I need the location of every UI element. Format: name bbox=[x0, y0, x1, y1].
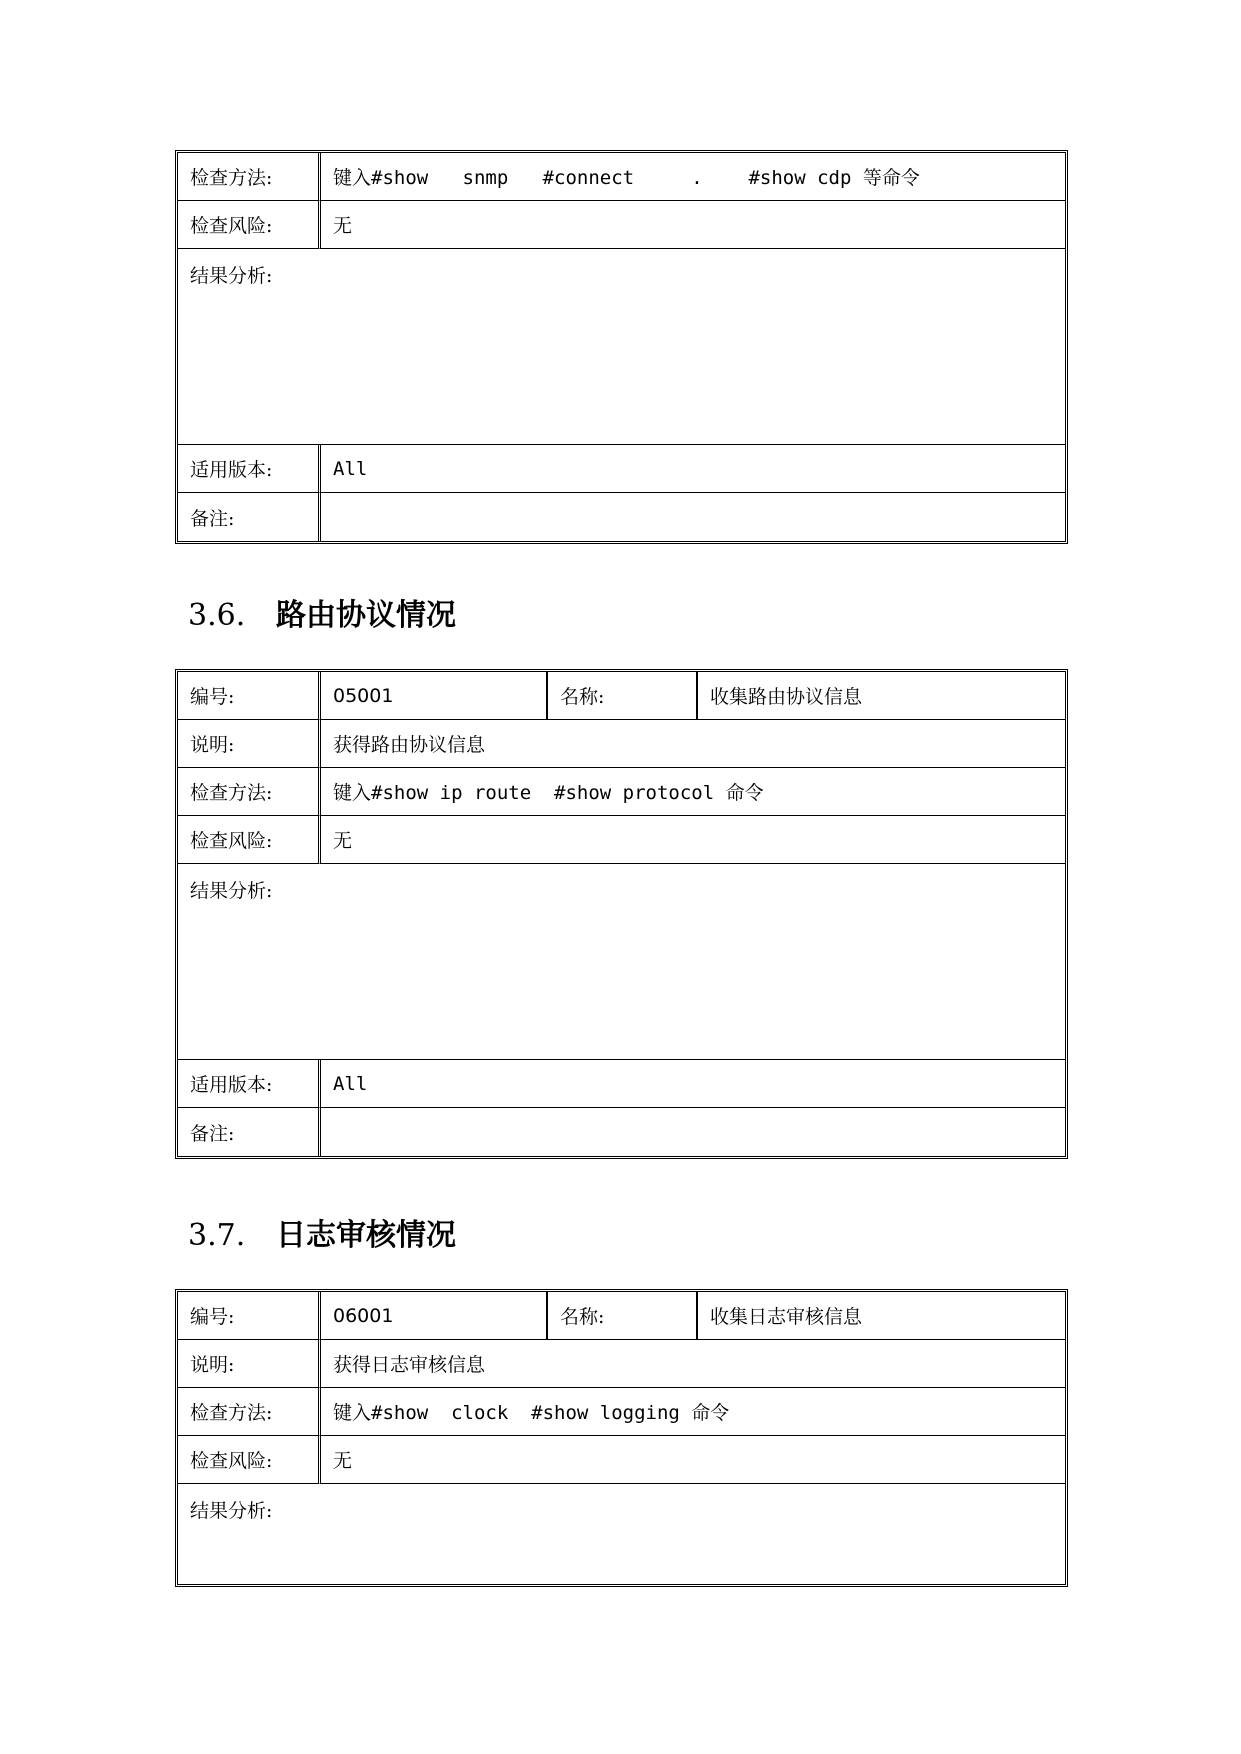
section-heading-3-7 bbox=[188, 1210, 456, 1254]
analysis-label: 结果分析: bbox=[190, 1500, 273, 1522]
risk-value: 无 bbox=[321, 1436, 1065, 1484]
analysis-label: 结果分析: bbox=[178, 249, 1065, 445]
table-row bbox=[178, 1292, 1065, 1340]
note-value bbox=[321, 493, 1065, 541]
name-value: 收集路由协议信息 bbox=[698, 672, 1065, 720]
name-value: 收集日志审核信息 bbox=[698, 1292, 1065, 1340]
section-title: 路由协议情况 bbox=[276, 598, 456, 633]
name-label: 名称: bbox=[548, 672, 698, 720]
table-row bbox=[178, 864, 1065, 1060]
method-value: 键入#show clock #show logging 命令 bbox=[321, 1388, 1065, 1436]
method-label: 检查方法: bbox=[178, 1388, 321, 1436]
version-label: 适用版本: bbox=[178, 1060, 321, 1108]
version-label: 适用版本: bbox=[178, 445, 321, 493]
analysis-label: 结果分析: bbox=[178, 864, 1065, 1060]
table-row bbox=[178, 816, 1065, 864]
section-heading-3-6 bbox=[188, 590, 456, 634]
risk-value: 无 bbox=[321, 201, 1065, 249]
id-label: 编号: bbox=[178, 672, 321, 720]
risk-value: 无 bbox=[321, 816, 1065, 864]
table-row bbox=[178, 768, 1065, 816]
table-row bbox=[178, 1108, 1065, 1156]
check-table-3 bbox=[175, 1289, 1068, 1587]
method-label: 检查方法: bbox=[178, 768, 321, 816]
table-row bbox=[178, 720, 1065, 768]
method-label: 检查方法: bbox=[178, 153, 321, 201]
desc-label: 说明: bbox=[178, 1340, 321, 1388]
table-row bbox=[178, 1484, 1065, 1584]
desc-value: 获得日志审核信息 bbox=[321, 1340, 1065, 1388]
table-row bbox=[178, 201, 1065, 249]
check-table-1 bbox=[175, 150, 1068, 544]
risk-label: 检查风险: bbox=[178, 816, 321, 864]
table-row bbox=[178, 153, 1065, 201]
note-label: 备注: bbox=[178, 493, 321, 541]
section-title: 日志审核情况 bbox=[276, 1218, 456, 1253]
risk-label: 检查风险: bbox=[178, 201, 321, 249]
section-number: 3.7. bbox=[188, 1218, 246, 1253]
desc-value: 获得路由协议信息 bbox=[321, 720, 1065, 768]
table-row bbox=[178, 672, 1065, 720]
id-label: 编号: bbox=[178, 1292, 321, 1340]
method-value: 键入#show snmp #connect . #show cdp 等命令 bbox=[321, 153, 1065, 201]
note-value bbox=[321, 1108, 1065, 1156]
table-row bbox=[178, 249, 1065, 445]
section-number: 3.6. bbox=[188, 598, 246, 633]
risk-label: 检查风险: bbox=[178, 1436, 321, 1484]
table-row bbox=[178, 1340, 1065, 1388]
method-value: 键入#show ip route #show protocol 命令 bbox=[321, 768, 1065, 816]
version-value: All bbox=[321, 1060, 1065, 1108]
id-value: 05001 bbox=[321, 672, 548, 720]
version-value: All bbox=[321, 445, 1065, 493]
note-label: 备注: bbox=[178, 1108, 321, 1156]
id-value: 06001 bbox=[321, 1292, 548, 1340]
name-label: 名称: bbox=[548, 1292, 698, 1340]
table-row bbox=[178, 493, 1065, 541]
table-row bbox=[178, 1388, 1065, 1436]
table-row bbox=[178, 445, 1065, 493]
check-table-2 bbox=[175, 669, 1068, 1159]
desc-label: 说明: bbox=[178, 720, 321, 768]
table-row bbox=[178, 1436, 1065, 1484]
table-row bbox=[178, 1060, 1065, 1108]
